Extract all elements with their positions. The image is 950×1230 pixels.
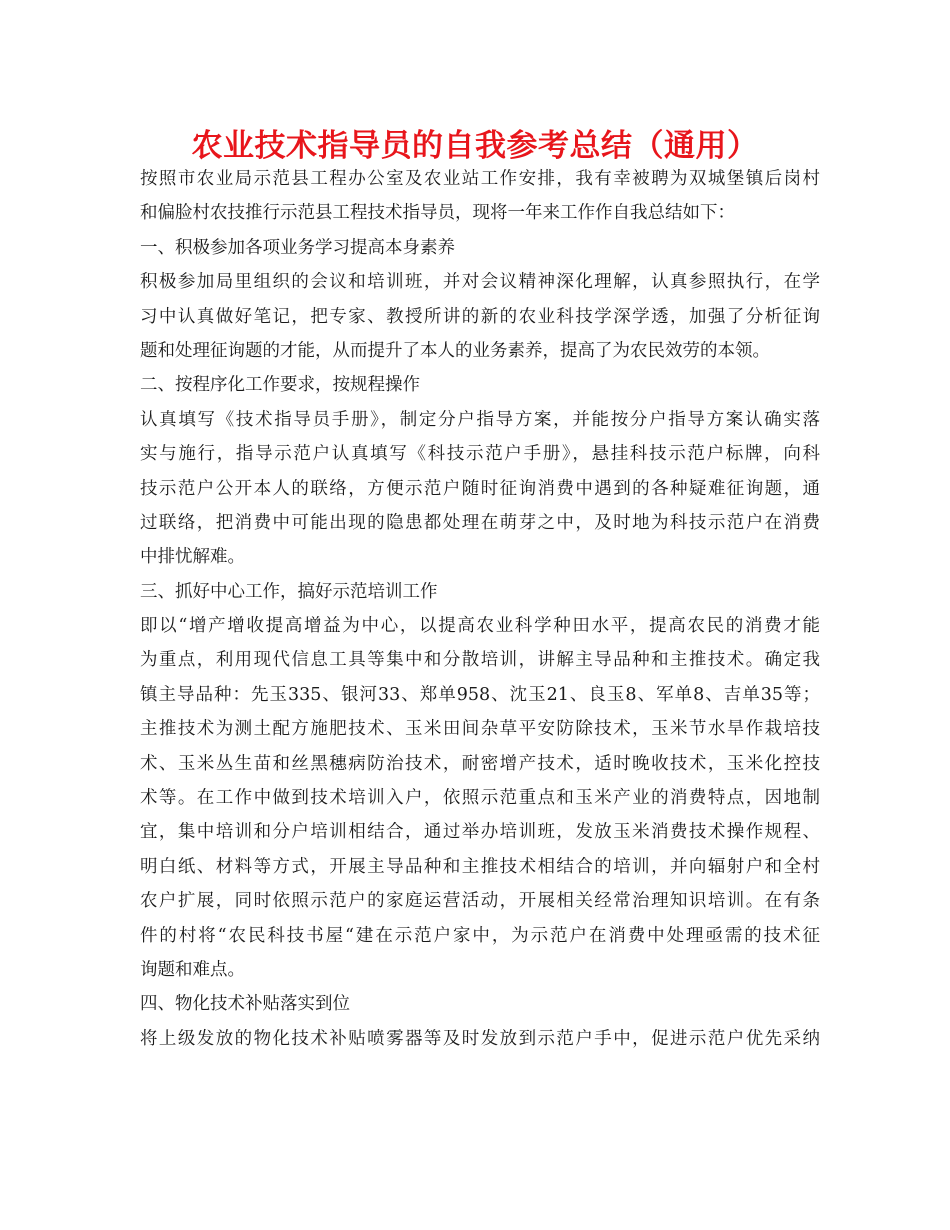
- paragraph-line: 宜，集中培训和分户培训相结合，通过举办培训班，发放玉米消费技术操作规程、: [140, 822, 820, 843]
- paragraph-line: 即以“增产增收提高增益为中心，以提高农业科学种田水平，提高农民的消费才能: [140, 616, 820, 637]
- document-title: 农业技术指导员的自我参考总结（通用）: [191, 128, 759, 164]
- paragraph-line: 将上级发放的物化技术补贴喷雾器等及时发放到示范户手中，促进示范户优先采纳: [140, 1028, 820, 1049]
- paragraph-line: 主推技术为测土配方施肥技术、玉米田间杂草平安防除技术，玉米节水旱作栽培技: [140, 719, 820, 740]
- paragraph-line: 询题和难点。: [140, 959, 245, 980]
- section-heading: 四、物化技术补贴落实到位: [140, 994, 350, 1015]
- section-heading: 一、积极参加各项业务学习提高本身素养: [140, 237, 455, 258]
- paragraph-line: 习中认真做好笔记，把专家、教授所讲的新的农业科技学深学透，加强了分析征询: [140, 306, 820, 327]
- paragraph-line: 农户扩展，同时依照示范户的家庭运营活动，开展相关经常治理知识培训。在有条: [140, 891, 820, 912]
- paragraph-line: 按照市农业局示范县工程办公室及农业站工作安排，我有幸被聘为双城堡镇后岗村: [140, 169, 820, 189]
- paragraph-line: 中排忧解难。: [140, 547, 245, 568]
- paragraph-line: 题和处理征询题的才能，从而提升了本人的业务素养，提高了为农民效劳的本领。: [140, 340, 770, 361]
- paragraph-line: 实与施行，指导示范户认真填写《科技示范户手册》，悬挂科技示范户标牌，向科: [140, 444, 820, 465]
- section-heading: 二、按程序化工作要求，按规程操作: [140, 375, 420, 396]
- paragraph-line: 过联络，把消费中可能出现的隐患都处理在萌芽之中，及时地为科技示范户在消费: [140, 512, 820, 533]
- paragraph-line: 明白纸、材料等方式，开展主导品种和主推技术相结合的培训，并向辐射户和全村: [140, 856, 820, 877]
- paragraph-line: 技示范户公开本人的联络，方便示范户随时征询消费中遇到的各种疑难征询题，通: [140, 478, 820, 499]
- paragraph-line: 术、玉米丛生苗和丝黑穗病防治技术，耐密增产技术，适时晚收技术，玉米化控技: [140, 753, 820, 774]
- paragraph-line: 为重点，利用现代信息工具等集中和分散培训，讲解主导品种和主推技术。确定我: [140, 650, 820, 671]
- document-body: [140, 162, 820, 1056]
- paragraph-line: 认真填写《技术指导员手册》，制定分户指导方案，并能按分户指导方案认确实落: [140, 409, 820, 430]
- section-heading: 三、抓好中心工作，搞好示范培训工作: [140, 581, 438, 602]
- paragraph-line: 术等。在工作中做到技术培训入户，依照示范重点和玉米产业的消费特点，因地制: [140, 788, 820, 809]
- paragraph-line: 积极参加局里组织的会议和培训班，并对会议精神深化理解，认真参照执行，在学: [140, 272, 820, 293]
- paragraph-line: 件的村将“农民科技书屋“建在示范户家中，为示范户在消费中处理亟需的技术征: [140, 925, 820, 946]
- paragraph-line: 和偏脸村农技推行示范县工程技术指导员，现将一年来工作作自我总结如下：: [140, 203, 735, 224]
- paragraph-line: 镇主导品种：先玉335、银河33、郑单958、沈玉21、良玉8、军单8、吉单35等；: [140, 684, 820, 705]
